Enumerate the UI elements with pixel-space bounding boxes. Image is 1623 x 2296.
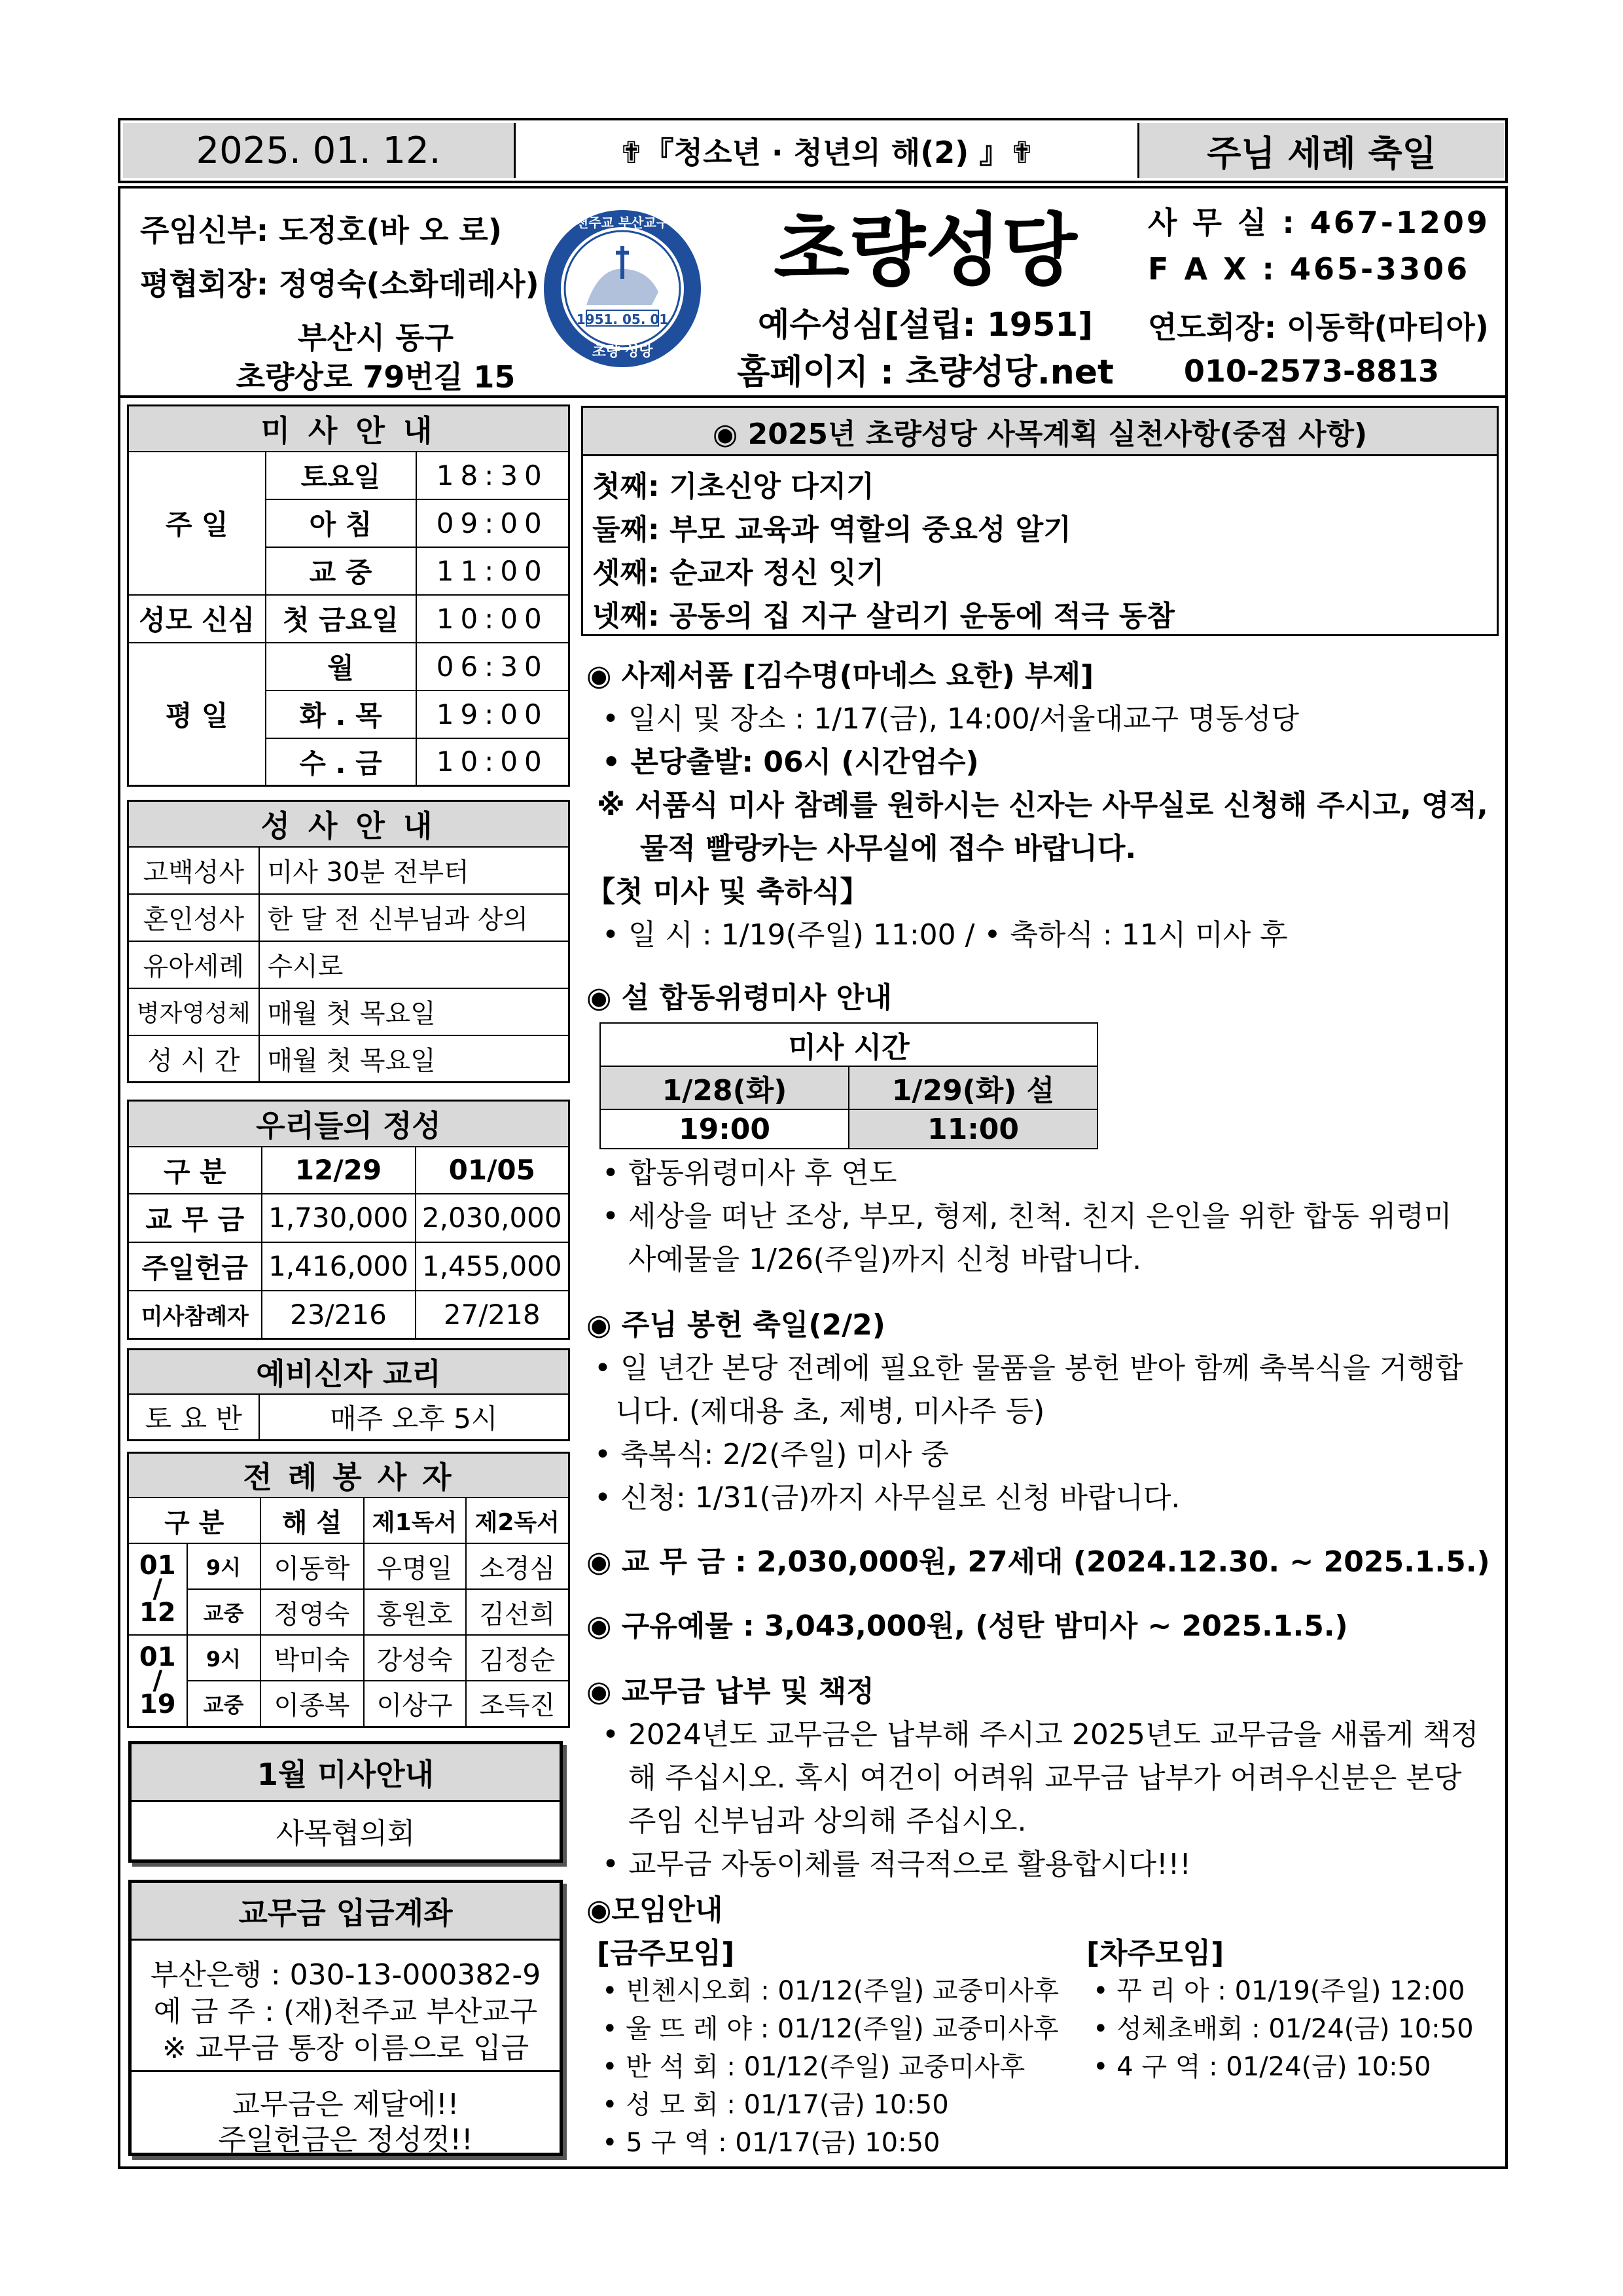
catechumen-title: 예비신자 교리 [128, 1350, 569, 1395]
council-name: 정영숙(소화데레사) [279, 266, 539, 302]
seal-bottom-text: 초량 성당 [592, 344, 653, 360]
servers-header-label: 구 분 [128, 1498, 260, 1543]
union-phone: 010-2573-8813 [1183, 353, 1440, 389]
mass-day: 화 . 목 [266, 691, 416, 738]
offering-name: 주일헌금 [128, 1242, 262, 1291]
catechumen-time: 매주 오후 5시 [259, 1394, 569, 1440]
seol-title: ◉ 설 합동위령미사 안내 [586, 981, 892, 1014]
seol-line: 사예물을 1/26(주일)까지 신청 바랍니다. [628, 1243, 1142, 1276]
mass-time: 11:00 [416, 547, 569, 595]
servers-date: 01 / 12 [128, 1543, 187, 1635]
plan-title: ◉ 2025년 초량성당 사목계획 실천사항(중점 사항) [583, 408, 1497, 456]
date-cell [123, 123, 516, 178]
account-slogan-2: 주일헌금은 정성껏!! [218, 2123, 473, 2157]
account-bank: 부산은행 : 030-13-000382-9 [150, 1958, 541, 1992]
servers-title: 전 례 봉 사 자 [128, 1453, 569, 1498]
sacrament-value: 매월 첫 목요일 [259, 1035, 569, 1083]
ordination-line: • 본당출발: 06시 (시간엄수) [602, 745, 979, 779]
mass-time: 10:00 [416, 738, 569, 786]
server-name: 이상구 [364, 1681, 466, 1727]
offerings-header-date: 12/29 [262, 1147, 416, 1194]
meeting-item: • 빈첸시오회 : 01/12(주일) 교중미사후 [602, 1976, 1060, 2006]
pastoral-plan-box [581, 406, 1499, 636]
mass-time: 10:00 [416, 595, 569, 643]
sacrament-name: 고백성사 [128, 847, 259, 894]
servers-header-commentator: 해 설 [260, 1498, 364, 1543]
server-name: 김선희 [466, 1589, 569, 1635]
servers-mass: 교중 [187, 1681, 260, 1727]
account-note: ※ 교무금 통장 이름으로 입금 [162, 2032, 529, 2065]
servers-mass: 9시 [187, 1635, 260, 1681]
pastor-name: 도정호(바 오 로) [279, 213, 502, 248]
parish-patron: 예수성심[설립: 1951] [757, 306, 1094, 344]
plan-item: 둘째: 부모 교육과 역할의 중요성 알기 [592, 513, 1071, 547]
catechumen-class: 토 요 반 [128, 1394, 259, 1440]
account-divider [132, 2070, 560, 2072]
mass-day: 첫 금요일 [266, 595, 416, 643]
servers-mass: 9시 [187, 1543, 260, 1589]
sacraments-table [127, 800, 570, 1083]
next-week-title: [차주모임] [1086, 1937, 1224, 1970]
meeting-item: • 울 뜨 레 야 : 01/12(주일) 교중미사후 [602, 2014, 1059, 2044]
server-name: 홍원호 [364, 1589, 466, 1635]
sacrament-value: 한 달 전 신부님과 상의 [259, 894, 569, 941]
sunday-label: 주 일 [128, 452, 266, 595]
seol-line: • 합동위령미사 후 연도 [602, 1157, 897, 1190]
offering-value: 1,455,000 [416, 1242, 569, 1291]
seal-date-text: 1951. 05. 01 [576, 312, 669, 327]
catechumen-table [127, 1348, 570, 1441]
offerings-header-label: 구 분 [128, 1147, 262, 1194]
parish-info [120, 188, 1505, 398]
seol-time: 11:00 [849, 1109, 1097, 1149]
feast-title: 주님 세례 축일 [1207, 132, 1436, 174]
feast-cell [1137, 123, 1504, 178]
offering-value: 23/216 [262, 1291, 416, 1339]
dues-total: ◉ 교 무 금 : 2,030,000원, 27세대 (2024.12.30. ~ 2025.1.5.) [586, 1545, 1490, 1579]
account-title: 교무금 입금계좌 [132, 1883, 560, 1941]
sacrament-name: 유아세례 [128, 941, 259, 988]
council-label: 평협회장: [140, 266, 269, 302]
mass-title: 미 사 안 내 [128, 406, 569, 452]
offering-value: 2,030,000 [416, 1194, 569, 1242]
account-box [128, 1880, 563, 2156]
presentation-line: • 일 년간 본당 전례에 필요한 물품을 봉헌 받아 함께 축복식을 거행합 [594, 1352, 1463, 1385]
account-holder: 예 금 주 : (재)천주교 부산교구 [153, 1995, 538, 2028]
theme-cell [516, 123, 1137, 178]
mass-time: 09:00 [416, 499, 569, 547]
offering-name: 교 무 금 [128, 1194, 262, 1242]
ordination-line: • 일시 및 장소 : 1/17(금), 14:00/서울대교구 명동성당 [602, 702, 1299, 736]
servers-table [127, 1452, 570, 1728]
christmas-offering: ◉ 구유예물 : 3,043,000원, (성탄 밤미사 ~ 2025.1.5.) [586, 1609, 1348, 1643]
sacrament-value: 미사 30분 전부터 [259, 847, 569, 894]
offerings-title: 우리들의 정성 [128, 1101, 569, 1147]
weekday-label: 평 일 [128, 643, 266, 786]
sacrament-value: 수시로 [259, 941, 569, 988]
meeting-item: • 반 석 회 : 01/12(주일) 교중미사후 [602, 2052, 1026, 2082]
meetings-title: ◉모임안내 [586, 1893, 723, 1927]
meeting-item: • 성체초배회 : 01/24(금) 10:50 [1093, 2014, 1474, 2044]
server-name: 김정순 [466, 1635, 569, 1681]
mass-time: 19:00 [416, 691, 569, 738]
sacrament-value: 매월 첫 목요일 [259, 988, 569, 1035]
offering-name: 미사참례자 [128, 1291, 262, 1339]
presentation-title: ◉ 주님 봉헌 축일(2/2) [586, 1308, 885, 1342]
servers-date: 01 / 19 [128, 1635, 187, 1727]
seol-date: 1/28(화) [600, 1066, 849, 1109]
server-name: 강성숙 [364, 1635, 466, 1681]
ordination-line: • 일 시 : 1/19(주일) 11:00 / • 축하식 : 11시 미사 후 [602, 918, 1288, 952]
issue-date: 2025. 01. 12. [196, 129, 441, 172]
meeting-item: • 5 구 역 : 01/17(금) 10:50 [602, 2128, 940, 2158]
address-line-2: 초량상로 79번길 15 [236, 359, 516, 395]
offerings-header-date: 01/05 [416, 1147, 569, 1194]
account-slogan-1: 교무금은 제달에!! [232, 2088, 459, 2121]
server-name: 이종복 [260, 1681, 364, 1727]
meeting-item: • 4 구 역 : 01/24(금) 10:50 [1093, 2052, 1431, 2082]
fax-number: F A X : 465-3306 [1148, 251, 1471, 287]
sacrament-name: 성 시 간 [128, 1035, 259, 1083]
presentation-line: • 신청: 1/31(금)까지 사무실로 신청 바랍니다. [594, 1481, 1181, 1515]
mass-day: 월 [266, 643, 416, 691]
servers-header-reader1: 제1독서 [364, 1498, 466, 1543]
servers-mass: 교중 [187, 1589, 260, 1635]
mass-day: 수 . 금 [266, 738, 416, 786]
plan-item: 첫째: 기초신앙 다지기 [592, 470, 874, 503]
seol-table-title: 미사 시간 [600, 1023, 1097, 1066]
jan-mass-title: 1월 미사안내 [132, 1744, 560, 1802]
server-name: 정영숙 [260, 1589, 364, 1635]
seol-line: • 세상을 떠난 조상, 부모, 형제, 친척. 친지 은인을 위한 합동 위령미 [602, 1200, 1452, 1233]
parish-name: 초량성당 [774, 206, 1077, 296]
mass-day: 토요일 [266, 452, 416, 499]
offering-value: 27/218 [416, 1291, 569, 1339]
server-name: 박미숙 [260, 1635, 364, 1681]
ordination-line: 물적 빨랑카는 사무실에 접수 바랍니다. [640, 832, 1137, 865]
dues-line: 주임 신부님과 상의해 주십시오. [628, 1804, 1027, 1838]
mass-schedule-table [127, 404, 570, 787]
ordination-line: ※ 서품식 미사 참례를 원하시는 신자는 사무실로 신청해 주시고, 영적, [597, 789, 1488, 822]
mass-day: 아 침 [266, 499, 416, 547]
server-name: 소경심 [466, 1543, 569, 1589]
address-line-1: 부산시 동구 [297, 320, 454, 355]
dues-line: 해 주십시오. 혹시 여건이 어려워 교무금 납부가 어려우신분은 본당 [628, 1761, 1462, 1795]
mass-time: 18:30 [416, 452, 569, 499]
office-phone: 사 무 실 : 467-1209 [1148, 205, 1490, 240]
seol-time: 19:00 [600, 1109, 849, 1149]
server-name: 이동학 [260, 1543, 364, 1589]
jan-mass-box [128, 1741, 563, 1863]
servers-header-reader2: 제2독서 [466, 1498, 569, 1543]
pastor-label: 주임신부: [140, 213, 269, 248]
dues-title: ◉ 교무금 납부 및 책정 [586, 1675, 874, 1708]
ordination-line: 【첫 미사 및 축하식】 [586, 875, 869, 908]
pastor-line [140, 207, 502, 250]
seol-table [599, 1022, 1098, 1149]
offerings-table [127, 1100, 570, 1340]
presentation-line: • 축복식: 2/2(주일) 미사 중 [594, 1438, 949, 1471]
sacrament-name: 혼인성사 [128, 894, 259, 941]
year-theme: ✟『청소년 · 청년의 해(2) 』✟ [618, 135, 1035, 170]
seol-date: 1/29(화) 설 [849, 1066, 1097, 1109]
ordination-title: ◉ 사제서품 [김수명(마네스 요한) 부제] [586, 659, 1094, 692]
dues-line: • 2024년도 교무금은 납부해 주시고 2025년도 교무금을 새롭게 책정 [602, 1718, 1479, 1751]
plan-item: 셋째: 순교자 정신 잇기 [592, 556, 885, 590]
server-name: 조득진 [466, 1681, 569, 1727]
mass-day: 교 중 [266, 547, 416, 595]
sacraments-title: 성 사 안 내 [128, 801, 569, 847]
union-head: 연도회장: 이동학(마티아) [1148, 310, 1489, 345]
jan-mass-body: 사목협의회 [276, 1817, 416, 1850]
meeting-item: • 성 모 회 : 01/17(금) 10:50 [602, 2090, 949, 2120]
offering-value: 1,416,000 [262, 1242, 416, 1291]
header-bar [118, 118, 1508, 183]
presentation-line: 니다. (제대용 초, 제병, 미사주 등) [615, 1395, 1045, 1428]
this-week-title: [금주모임] [597, 1937, 735, 1970]
homepage: 홈페이지 : 초량성당.net [737, 353, 1114, 392]
sacrament-name: 병자영성체 [128, 988, 259, 1035]
council-line [140, 260, 539, 304]
server-name: 우명일 [364, 1543, 466, 1589]
first-friday-label: 성모 신심 [128, 595, 266, 643]
mass-time: 06:30 [416, 643, 569, 691]
plan-item: 넷째: 공동의 집 지구 살리기 운동에 적극 동참 [592, 600, 1175, 633]
seal-top-text: 천주교 부산교구 [575, 215, 669, 230]
meeting-item: • 꾸 리 아 : 01/19(주일) 12:00 [1093, 1976, 1465, 2006]
dues-line: • 교무금 자동이체를 적극적으로 활용합시다!!! [602, 1848, 1191, 1881]
offering-value: 1,730,000 [262, 1194, 416, 1242]
